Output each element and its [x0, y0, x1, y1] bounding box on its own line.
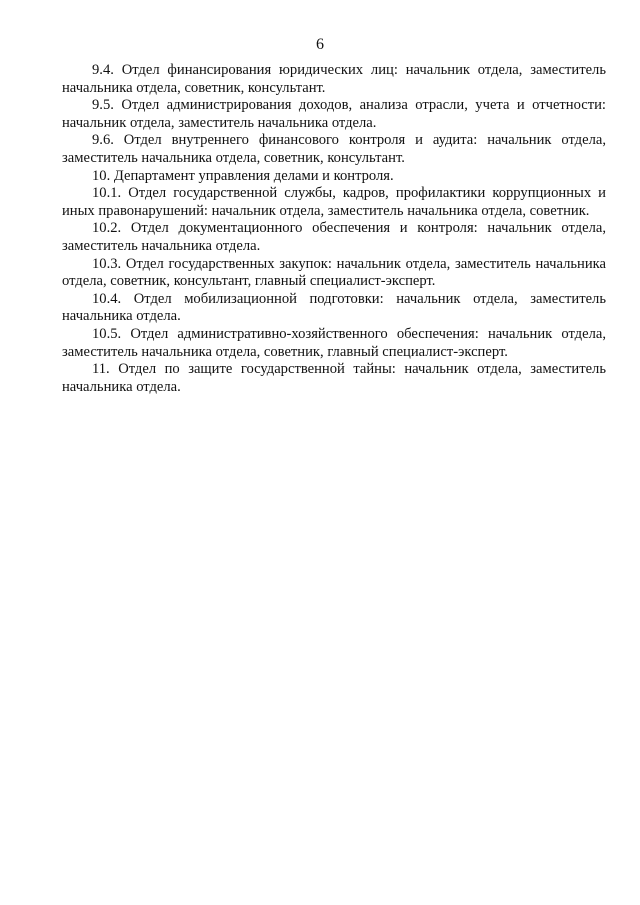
- paragraph-10-2: 10.2. Отдел документационного обеспечения и контроля: начальник отдела, заместитель начальника отдела.: [62, 220, 606, 254]
- document-body: [62, 62, 606, 396]
- paragraph-10-5: 10.5. Отдел административно-хозяйственного обеспечения: начальник отдела, заместитель начальника отдела, советник, главный специалист-эксперт.: [62, 325, 606, 360]
- paragraph-10-3: 10.3. Отдел государственных закупок: начальник отдела, заместитель начальника отдела, советник, консультант, главный специалист-эксперт.: [62, 255, 606, 290]
- page-number: 6: [316, 36, 324, 53]
- paragraph-9-5: 9.5. Отдел администрирования доходов, анализа отрасли, учета и отчетности: начальник отдела, заместитель начальника отдела.: [62, 97, 606, 131]
- paragraph-10-4: 10.4. Отдел мобилизационной подготовки: начальник отдела, заместитель начальника отдела.: [62, 290, 606, 325]
- paragraph-9-4: 9.4. Отдел финансирования юридических лиц: начальник отдела, заместитель начальника отдела, советник, консультант.: [62, 62, 606, 96]
- paragraph-10-1: 10.1. Отдел государственной службы, кадров, профилактики коррупционных и иных правонарушений: начальник отдела, заместитель начальника отдела, советник.: [62, 185, 606, 219]
- paragraph-11: 11. Отдел по защите государственной тайны: начальник отдела, заместитель начальника отдела.: [62, 361, 606, 395]
- paragraph-9-6: 9.6. Отдел внутреннего финансового контроля и аудита: начальник отдела, заместитель начальника отдела, советник, консультант.: [62, 132, 606, 166]
- paragraph-10: 10. Департамент управления делами и контроля.: [92, 167, 394, 184]
